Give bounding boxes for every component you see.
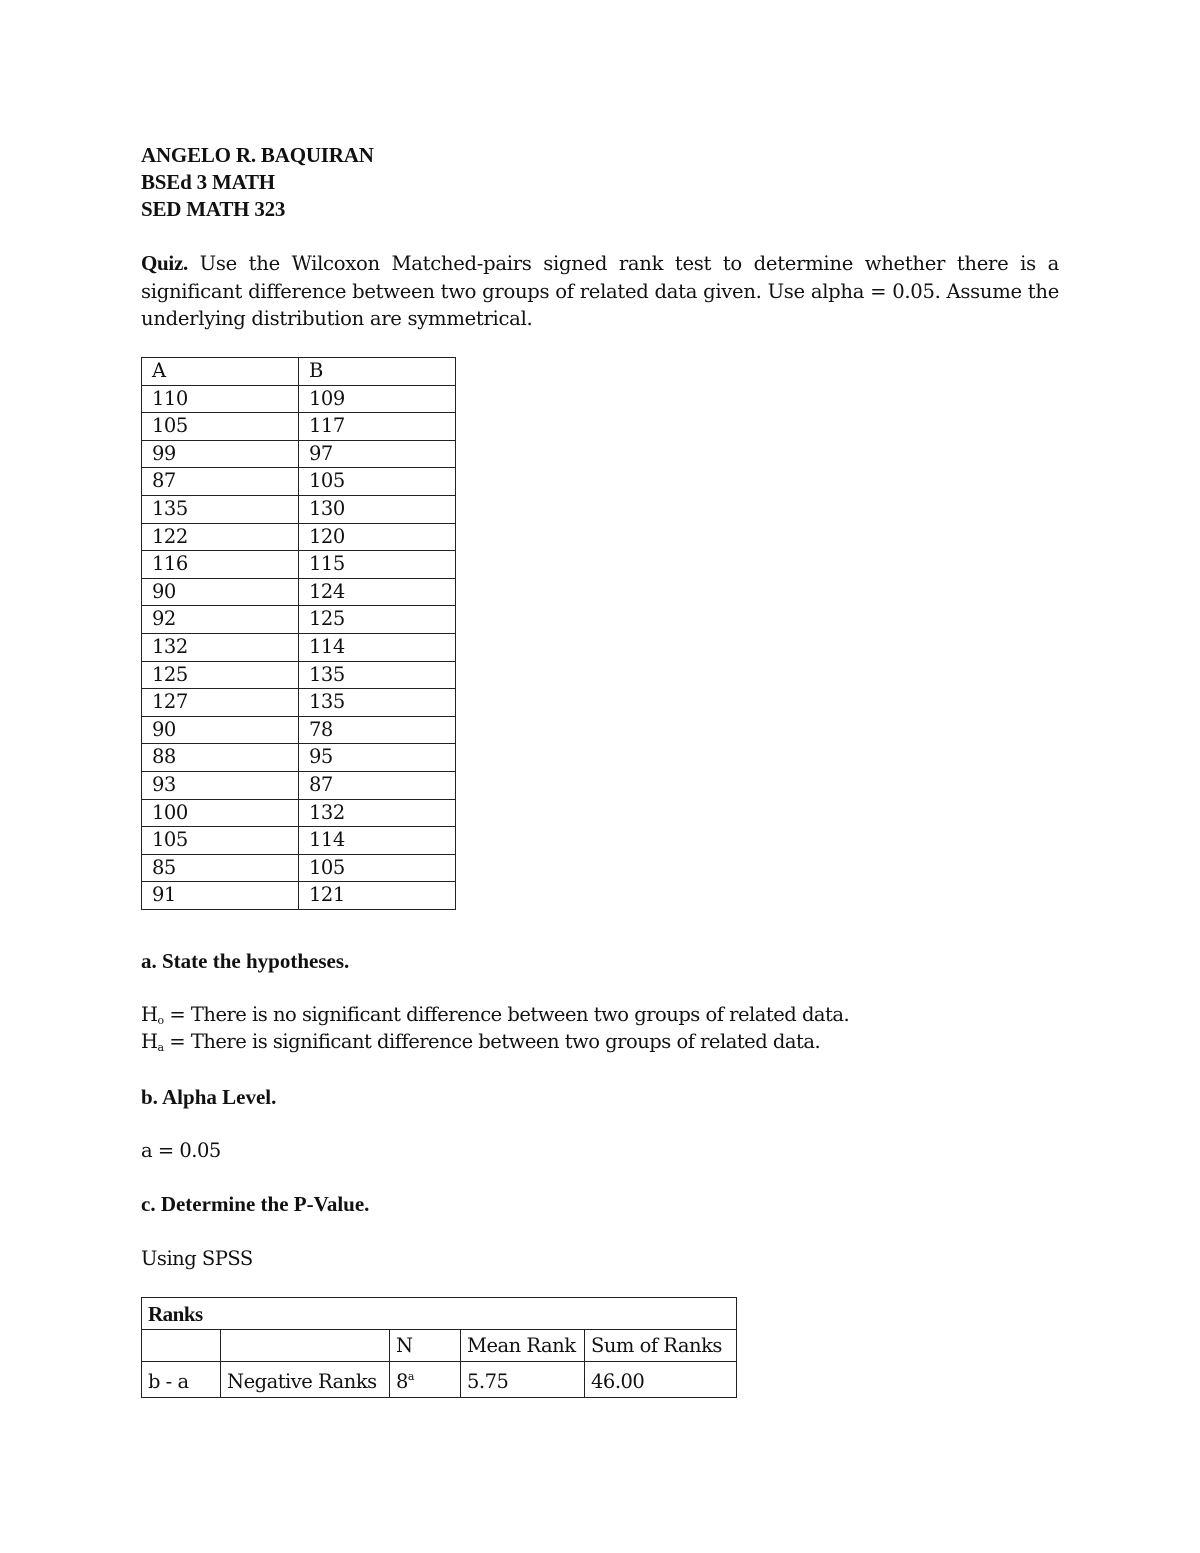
cell-b: 130 (299, 495, 456, 523)
table-row (142, 689, 456, 717)
table-row (142, 882, 456, 910)
cell-a: A (142, 358, 299, 386)
cell-b: 117 (299, 413, 456, 441)
table-row (142, 799, 456, 827)
table-header-row (142, 358, 456, 386)
data-table (141, 357, 456, 910)
table-row (142, 716, 456, 744)
table-row (142, 771, 456, 799)
ranks-header-empty-1 (142, 1330, 221, 1362)
quiz-text: Use the Wilcoxon Matched-pairs signed rank test to determine whether there is a significant difference between two groups of related data given. Use alpha = 0.05. Assume the underlying distribution are symmetrical. (141, 252, 1059, 331)
cell-b: 135 (299, 689, 456, 717)
cell-b: 135 (299, 661, 456, 689)
cell-b: 97 (299, 440, 456, 468)
cell-b: 87 (299, 771, 456, 799)
table-row (142, 385, 456, 413)
table-row (142, 523, 456, 551)
table-row (142, 633, 456, 661)
cell-b: 120 (299, 523, 456, 551)
table-row (142, 468, 456, 496)
cell-b: 114 (299, 633, 456, 661)
table-row (142, 1362, 737, 1398)
cell-a: 90 (142, 716, 299, 744)
ranks-n: 8$^a$ (390, 1362, 461, 1398)
section-a-title: a. State the hypotheses. (141, 949, 350, 973)
cell-a: 100 (142, 799, 299, 827)
cell-b: 105 (299, 468, 456, 496)
table-row (142, 551, 456, 579)
section-c-title: c. Determine the P-Value. (141, 1192, 370, 1216)
cell-b: 105 (299, 854, 456, 882)
subject-code: SED MATH 323 (141, 197, 286, 221)
cell-a: 91 (142, 882, 299, 910)
ranks-header-n: N (390, 1330, 461, 1362)
table-row (142, 413, 456, 441)
table-row (142, 578, 456, 606)
ranks-header-sum: Sum of Ranks (585, 1330, 737, 1362)
cell-a: 135 (142, 495, 299, 523)
ranks-table (141, 1297, 737, 1398)
cell-a: 105 (142, 827, 299, 855)
cell-a: 90 (142, 578, 299, 606)
ranks-sum: 46.00 (585, 1362, 737, 1398)
using-spss: Using SPSS (141, 1247, 253, 1270)
ranks-header-mean: Mean Rank (461, 1330, 585, 1362)
ranks-label: Negative Ranks (221, 1362, 390, 1398)
table-row (142, 744, 456, 772)
table-row (142, 827, 456, 855)
cell-b: 115 (299, 551, 456, 579)
table-row (142, 854, 456, 882)
ranks-title: Ranks (142, 1298, 737, 1330)
quiz-instructions (141, 250, 1059, 333)
table-row (142, 440, 456, 468)
table-row (142, 661, 456, 689)
cell-a: 87 (142, 468, 299, 496)
cell-b: B (299, 358, 456, 386)
null-hypothesis: $H_o$ = There is no significant difference between two groups of related data. (141, 1003, 850, 1027)
section-b-title: b. Alpha Level. (141, 1085, 277, 1109)
table-row (142, 495, 456, 523)
cell-b: 114 (299, 827, 456, 855)
cell-a: 110 (142, 385, 299, 413)
cell-a: 105 (142, 413, 299, 441)
table-row (142, 606, 456, 634)
cell-b: 125 (299, 606, 456, 634)
student-name: ANGELO R. BAQUIRAN (141, 143, 374, 167)
cell-b: 78 (299, 716, 456, 744)
course-name: BSEd 3 MATH (141, 170, 275, 194)
cell-a: 93 (142, 771, 299, 799)
cell-a: 122 (142, 523, 299, 551)
cell-a: 125 (142, 661, 299, 689)
ranks-header-empty-2 (221, 1330, 390, 1362)
cell-b: 132 (299, 799, 456, 827)
ranks-mean: 5.75 (461, 1362, 585, 1398)
quiz-label: Quiz. (141, 251, 188, 275)
cell-a: 116 (142, 551, 299, 579)
cell-a: 85 (142, 854, 299, 882)
cell-b: 95 (299, 744, 456, 772)
cell-b: 121 (299, 882, 456, 910)
cell-a: 99 (142, 440, 299, 468)
cell-a: 92 (142, 606, 299, 634)
cell-b: 109 (299, 385, 456, 413)
cell-b: 124 (299, 578, 456, 606)
alternative-hypothesis: $H_a$ = There is significant difference between two groups of related data. (141, 1030, 821, 1054)
ranks-pair: b - a (142, 1362, 221, 1398)
cell-a: 127 (142, 689, 299, 717)
alpha-value: a = 0.05 (141, 1139, 221, 1162)
cell-a: 132 (142, 633, 299, 661)
cell-a: 88 (142, 744, 299, 772)
